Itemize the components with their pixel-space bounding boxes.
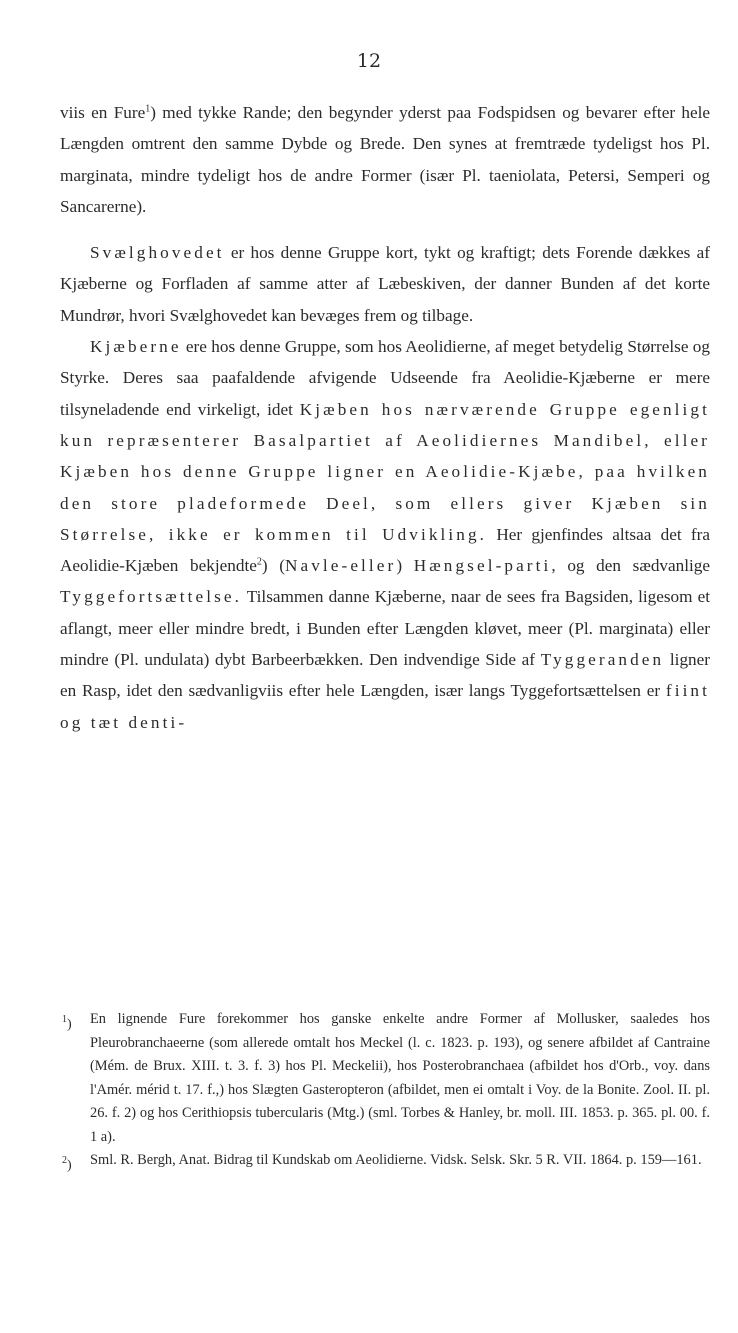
emphasized-passage: Kjæben hos nærværende Gruppe egenligt kun repræsenterer Basalpartiet af Aeolidiernes Mandibel, eller Kjæben hos denne Gruppe ligner en Aeolidie-Kjæbe, paa hvilken den store pladeformede Deel, som ellers giver Kjæben sin Størrelse, ikke er kommen til Udvikling.: [60, 399, 710, 544]
text-segment: , og den sædvanlige: [551, 556, 710, 576]
text-segment: viis en Fure: [60, 103, 146, 122]
text-segment: ligner en Rasp, idet den sædvanligviis efter hele Længden, især langs Tyggefortsættelsen er: [60, 650, 710, 701]
footnotes: [60, 1008, 710, 1173]
emphasized-term: Tyggeranden: [540, 650, 665, 670]
body-text: [60, 97, 710, 738]
footnote-text: En lignende Fure forekommer hos ganske enkelte andre Former af Mollusker, saaledes hos Pleurobranchaeerne (som allerede omtalt hos Meckel (l. c. 1823. p. 193), og senere afbildet af Cantraine (Mém. de Brux. XIII. t. 3. f. 3) hos Pl. Meckelii), hos Posterobranchaea (afbildet hos d'Orb., voy. dans l'Amér. mérid t. 17. f.,) hos Slægten Gasteropteron (afbildet, men ei omtalt i Voy. de la Bonite. Zool. II. pl. 26. f. 2) og hos Cerithiopsis tubercularis (Mtg.) (sml. Torbes & Hanley, br. moll. III. 1853. p. 365. pl. 00. f. 1 a).: [90, 1011, 710, 1145]
emphasized-term: Navle-eller: [284, 556, 397, 576]
footnote-reference: 1: [145, 103, 151, 115]
footnote: [60, 1149, 710, 1173]
footnote-text: Sml. R. Bergh, Anat. Bidrag til Kundskab om Aeolidierne. Vidsk. Selsk. Skr. 5 R. VII. 1864. p. 159—161.: [90, 1152, 702, 1168]
text-segment: ) med tykke Rande; den begynder yderst paa Fodspidsen og bevarer efter hele Længden omtrent den samme Dybde og Brede. Den synes at fremtræde tydeligst hos Pl. marginata, mindre tydeligt hos de andre Former (især Pl. taeniolata, Petersi, Semperi og Sancarerne).: [60, 103, 710, 216]
text-segment: Tilsammen danne Kjæberne, naar de sees fra Bagsiden, ligesom et aflangt, meer eller mindre bredt, i Bunden efter Længden kløvet, meer (Pl. marginata) eller mindre (Pl. undulata) dybt Barbeerbækken. Den indvendige Side af: [60, 587, 710, 670]
text-segment: ) (: [261, 556, 285, 576]
emphasized-term: fiint og tæt denti-: [60, 681, 710, 732]
emphasized-term: Svælghovedet: [90, 243, 225, 263]
page-number: 12: [356, 50, 382, 72]
text-segment: ere hos denne Gruppe, som hos Aeolidierne, af meget betydelig Størrelse og Styrke. Deres saa paafaldende afvigende Udseende fra Aeolidie-Kjæberne er mere tilsyneladende end virkeligt, idet: [60, 337, 710, 419]
paragraph: [60, 237, 710, 331]
paragraph: [60, 331, 710, 738]
text-segment: er hos denne Gruppe kort, tykt og kraftigt; dets Forende dækkes af Kjæberne og Forfladen af samme atter af Læbeskiven, der danner Bunden af det korte Mundrør, hvori Svælghovedet kan bevæges frem og tilbage.: [60, 243, 710, 325]
text-segment: Her gjenfindes altsaa det fra Aeolidie-Kjæben bekjendte: [60, 524, 710, 576]
footnote-mark: $^2$): [62, 1155, 72, 1173]
footnote-mark: $^1$): [62, 1014, 72, 1032]
emphasized-term: Tyggefortsættelse.: [60, 587, 242, 607]
emphasized-term: Hængsel-parti: [413, 556, 552, 576]
footnote-reference: 2: [256, 556, 262, 568]
text-segment: ): [396, 556, 414, 576]
emphasized-term: Kjæberne: [90, 337, 182, 357]
paragraph: [60, 97, 710, 222]
footnote: [60, 1008, 710, 1149]
